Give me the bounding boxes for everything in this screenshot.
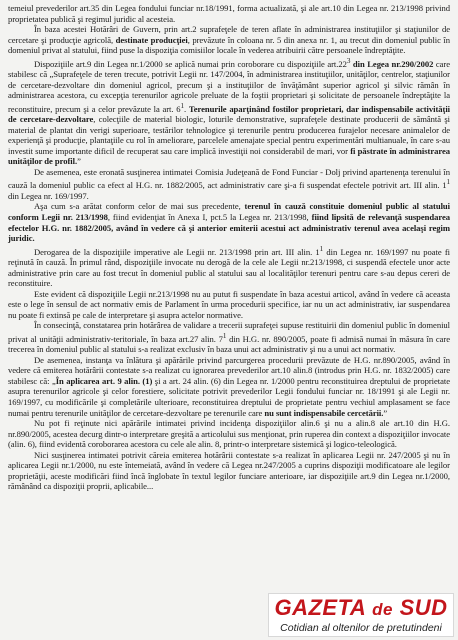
text-run: În consecinţă, constatarea prin hotărârea de validare a trecerii suprafeţei supuse restituirii din domeniul public în domeniul privat al unităţii administrativ-teritoriale, în baza art.27 alin. 7 [8,320,450,344]
paragraph [8,24,450,56]
superscript: 3 [346,56,351,65]
superscript: 1 [222,331,227,340]
bold-text: destinate producţiei [115,34,188,45]
paragraph [8,201,450,243]
text-run: De asemenea, este eronată susţinerea intimatei Comisia Judeţeană de Fond Funciar - Dolj privind apartenenţa terenului în cauză la domeniul public ca efect al H.G. nr. 1882/2005, act administrativ care şi-a fi suspendat efectele potrivit art. III alin. 1 [8,166,450,191]
text-run: Nici susţinerea intimatei potrivit căreia emiterea hotărârii contestate s-a realizat în aplicarea Legii nr. 247/2005 şi nu în aplicarea Legii nr.1/2000, nu este întemeiată, având în vedere că Legea nr.247/2005 a cuprins dispoziţii modificatoare ale legilor proprietăţii, aceste modificări fiind încă înglobate în textul legilor funciare anterioare, iar dispoziţiile art.9 din Legea nr.1/2000, rămânând ca dispoziţii proprii, aplicabile... [8,449,450,492]
text-run: temeiul prevederilor art.35 din Legea fondului funciar nr.18/1991, forma actualizată, şi ale art.10 din Legea nr. 213/1998 privind proprietatea publică şi regimul juridic al acesteia. [8,3,450,24]
text-run: În baza acestei Hotărâri de Guvern, prin art.2 suprafeţele de teren aflate în administrarea instituţiilor şi staţiunilor de cercetare şi producţie agricolă, [8,24,450,45]
text-run: ” [77,156,81,167]
document-body [8,3,450,492]
paragraph [8,355,450,418]
text-run: . [184,103,189,114]
paragraph [8,450,450,492]
superscript: 1 [319,244,324,253]
text-run: Dispoziţiile art.9 din Legea nr.1/2000 se aplică numai prin coroborare cu dispoziţiile art.22 [34,58,347,69]
logo-title [269,597,453,621]
paragraph [8,320,450,355]
text-run: din Legea nr. 169/1997. [8,190,89,201]
bold-text: În aplicarea art. 9 alin. (1) [55,375,153,386]
superscript: 1 [446,178,450,187]
paragraph [8,418,450,450]
text-run: care stabilesc că „Suprafeţele de teren trecute, potrivit Legii nr. 147/2004, în administrarea instituţiilor, unităţilor, centrelor, staţiunilor de cercetare-dezvoltare din domeniul agricol, precum şi a instituţiilor de învăţământ superior agricol şi silvic rămân în administrarea acestora, cu excepţia terenurilor agricole preluate de la foştii proprietari şi solicitate de persoanele îndreptăţite la reconstituire, precum şi a celor prevăzute la art. 6 [8,58,450,114]
text-run: De asemenea, instanţa va înlătura şi apărările privind parcurgerea procedurii prevăzute de H.G. nr.890/2005, având în vedere că emiterea hotărârii contestate s-a realizat cu ignorarea prevederilor art.10 alin.8 (introdus prin H.G. nr. 1832/2005) care stabilesc că: „ [8,354,450,386]
paragraph [8,3,450,24]
text-run: din H.G. nr. 890/2005, poate fi admisă numai în măsura în care trecerea în domeniul public al statului s-a realizat exclusiv în baza unui act administrativ şi nu a unui act normativ. [8,333,450,355]
superscript: 1 [180,101,185,110]
paragraph [8,289,450,321]
bold-text: fi păstrate în administrarea unităţilor de profil. [8,145,450,167]
bold-text: din Legea nr.290/2002 [352,58,434,69]
logo-title-de: de [372,600,393,619]
text-run: şi a art. 24 alin. (6) din Legea nr. 1/2000 pentru reconstituirea dreptului de proprietate asupra terenurilor agricole şi celor forestiere, solicitate potrivit prevederilor Legii fondului funciar nr. 18/1991 şi ale Legii nr. 169/1997, cu modificările şi completările ulterioare, reconstituirea dreptului de proprietate pentru vechiul amplasament se face numai pentru terenurile unităţilor de cercetare-dezvoltare pe terenurile care [8,375,450,418]
text-run: Nu pot fi reţinute nici apărările intimatei privind incidenţa dispoziţiilor alin.6 şi nu a alin.8 ale art.10 din H.G. nr.890/2005, acestea decurg dintr-o interpretare greşită a articolului sus menţionat, prin ruperea din context a dispoziţiilor invocate (alin. 6), fiind evidentă coroborarea acestora cu cele ale alin. 8, printr-o interpretare sistemică şi logico-teleologică. [8,418,450,450]
gazeta-de-sud-logo [268,593,454,637]
logo-title-sud: SUD [399,595,448,620]
paragraph [8,167,450,202]
paragraph [8,244,450,289]
text-run: Derogarea de la dispoziţiile imperative ale Legii nr. 213/1998 prin art. III alin. 1 [34,246,320,257]
bold-text: terenul în cauză constituie domeniul public al statului conform Legii nr. 213/1998 [8,201,451,222]
logo-title-gazeta: GAZETA [274,595,366,620]
paragraph [8,56,450,167]
text-run: Aşa cum s-a arătat conform celor de mai sus precedente, [34,201,245,212]
text-run: ” [383,407,388,418]
bold-text: nu sunt indispensabile cercetării. [264,407,384,418]
text-run: , fiind evidenţiat în Anexa I, pct.5 la Legea nr. 213/1998, [107,211,312,222]
text-run: din Legea nr. 169/1997 nu poate fi reţinută în cauză. În primul rând, dispoziţiile invocate nu derogă de la cele ale Legii nr.213/1998, ci suspendă efectele unor acte administrative prin care au fost trecut în domeniul public al statului sau al localităţilor terenuri pentru care s-au depus cereri de reconstituire. [8,246,450,289]
logo-subtitle: Cotidian al oltenilor de pretutindeni [280,622,442,634]
bold-text: Terenurile aparţinând fostilor proprietari, dar indispensabile activităţii de cercetare-dezvoltare [8,103,450,125]
text-run: , prevăzute în coloana nr. 5 din anexa nr. 1, au trecut din domeniul public în domeniul privat al statului, fiind puse la dispoziţia comisiilor locale în vederea atribuirii către persoanele îndreptăţite. [8,34,450,56]
text-run: Este evident că dispoziţiile Legii nr.213/1998 nu au putut fi suspendate în baza acestui articol, având în vedere că aceasta este o lege în sensul de act normativ emis de Parlament în urma procedurii specifice, iar nu un act administrativ, iar suspendarea nu poate fi extinsă pe cale de interpretare şi asupra actelor normative. [8,288,450,320]
bold-text: fiind lipsită de relevanţă suspendarea efectelor H.G. nr. 1882/2005, având în vedere că şi anterior emiterii acestui act administrativ terenul avea acelaşi regim juridic. [8,211,450,244]
text-run: , colecţiile de material biologic, loturile demonstrative, suprafeţele destinate producerii de sământă şi material de plantat din verigi superioare, testărilor tehnologice şi terenurile pentru producerea furajelor necesare animalelor de experienţă şi producţie, plantaţiile cu rol în ameliorare, parcelele amenajate special pentru experimentări multianuale, în care s-au investit sume importante dificil de recuperat sau care implică investiţii noi considerabil de mari, vor [8,114,450,156]
